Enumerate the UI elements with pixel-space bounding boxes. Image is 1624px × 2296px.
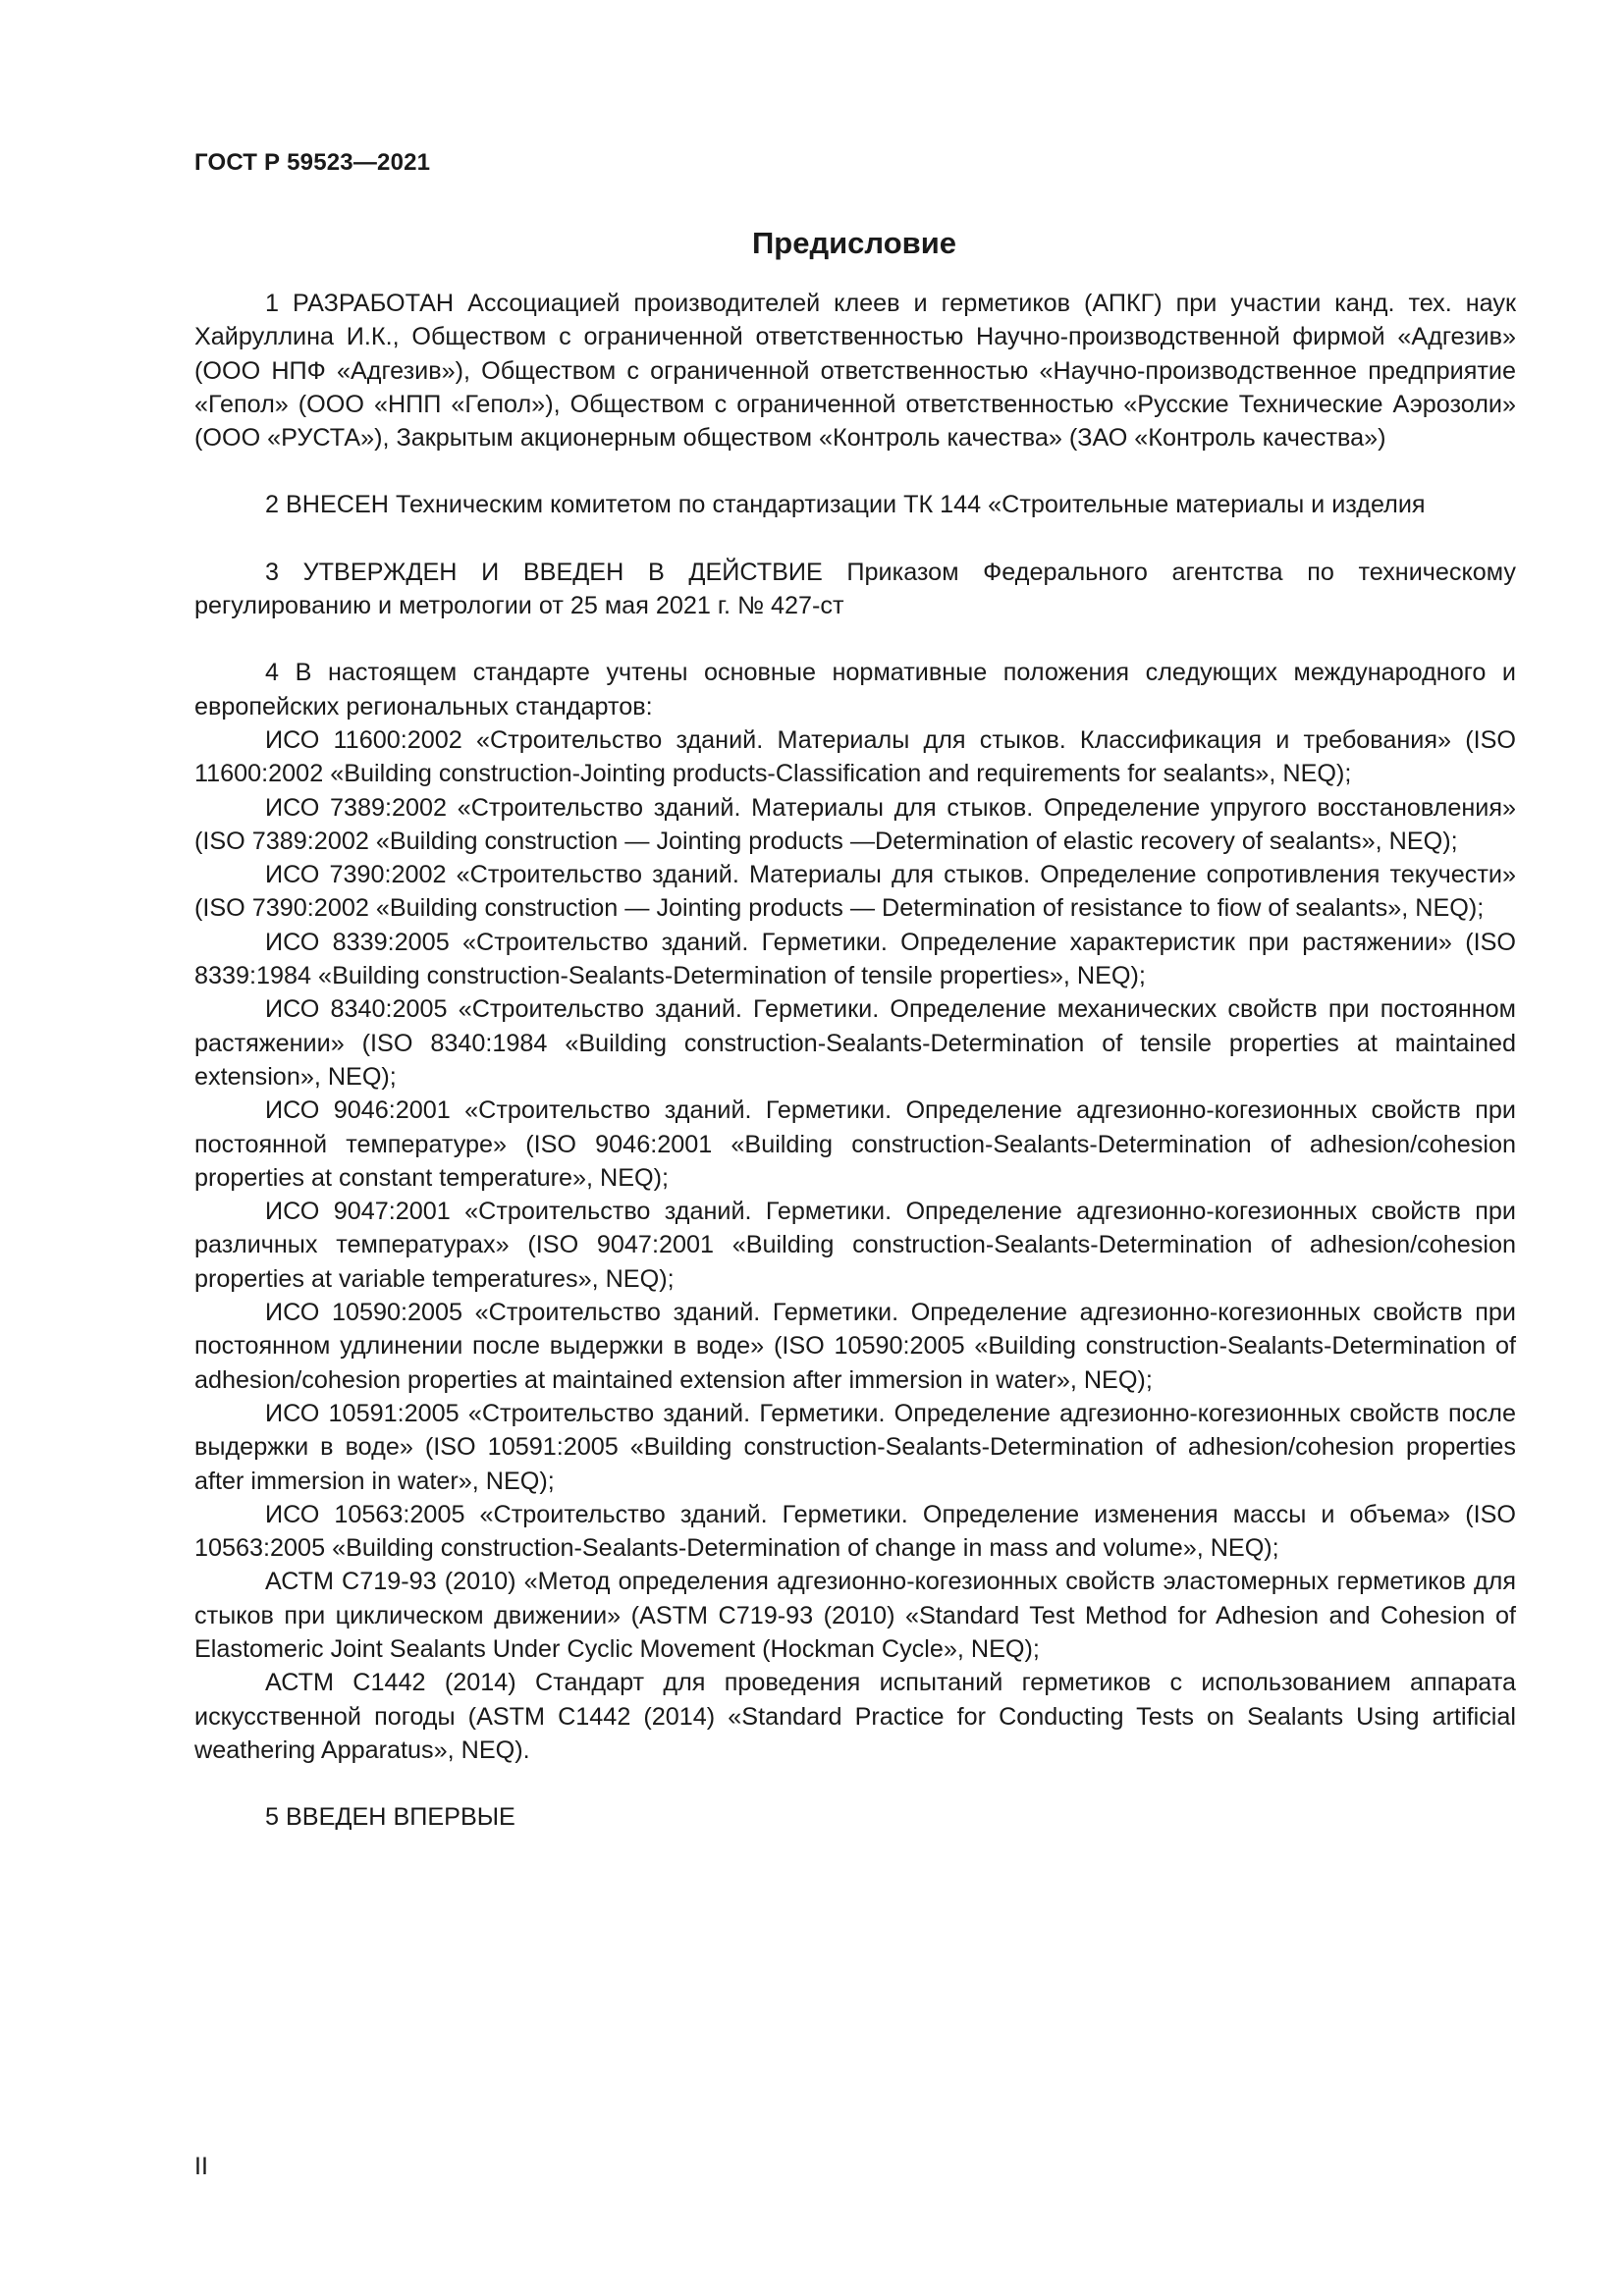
standard-reference: ИСО 10591:2005 «Строительство зданий. Герметики. Определение адгезионно-когезионных свойств после выдержки в воде» (ISO 10591:2005 «Building construction-Sealants-Determination of adhesion/cohesion properties after immersion in water», NEQ); — [194, 1399, 1516, 1495]
preface-item-4-intro: 4 В настоящем стандарте учтены основные нормативные положения следующих международного и европейских региональных стандартов: — [194, 659, 1516, 721]
preface-item-5: 5 ВВЕДЕН ВПЕРВЫЕ — [265, 1803, 515, 1832]
preface-item-4 — [194, 656, 1516, 1767]
page-number: II — [194, 2153, 208, 2180]
document-code-header: ГОСТ Р 59523—2021 — [194, 149, 431, 176]
standard-reference: АСТМ С1442 (2014) Стандарт для проведения испытаний герметиков с использованием аппарата искусственной погоды (ASTM C1442 (2014) «Standard Practice for Conducting Tests on Sealants Using artificial weathering Apparatus», NEQ). — [194, 1669, 1516, 1764]
standard-reference: ИСО 10590:2005 «Строительство зданий. Герметики. Определение адгезионно-когезионных свойств при постоянном удлинении после выдержки в воде» (ISO 10590:2005 «Building construction-Sealants-Determination of adhesion/cohesion properties at maintained extension after immersion in water», NEQ); — [194, 1299, 1516, 1394]
preface-body — [194, 287, 1516, 1834]
preface-item-2: 2 ВНЕСЕН Техническим комитетом по стандартизации ТК 144 «Строительные материалы и изделия — [265, 491, 1426, 519]
standard-reference: ИСО 10563:2005 «Строительство зданий. Герметики. Определение изменения массы и объема» (ISO 10563:2005 «Building construction-Sealants-Determination of change in mass and volume», NEQ); — [194, 1500, 1516, 1563]
standard-reference: ИСО 9046:2001 «Строительство зданий. Герметики. Определение адгезионно-когезионных свойств при постоянной температуре» (ISO 9046:2001 «Building construction-Sealants-Determination of adhesion/cohesion properties at constant temperature», NEQ); — [194, 1096, 1516, 1192]
standard-reference: ИСО 8340:2005 «Строительство зданий. Герметики. Определение механических свойств при постоянном растяжении» (ISO 8340:1984 «Building construction-Sealants-Determination of tensile properties at maintained extension», NEQ); — [194, 995, 1516, 1091]
standard-reference: ИСО 7389:2002 «Строительство зданий. Материалы для стыков. Определение упругого восстановления» (ISO 7389:2002 «Building construction — Jointing products —Determination of elastic recovery of sealants», NEQ); — [194, 793, 1516, 855]
standard-reference: АСТМ С719-93 (2010) «Метод определения адгезионно-когезионных свойств эластомерных герметиков для стыков при циклическом движении» (ASTM C719-93 (2010) «Standard Test Method for Adhesion and Cohesion of Elastomeric Joint Sealants Under Cyclic Movement (Hockman Cycle», NEQ); — [194, 1568, 1516, 1663]
standard-reference: ИСО 9047:2001 «Строительство зданий. Герметики. Определение адгезионно-когезионных свойств при различных температурах» (ISO 9047:2001 «Building construction-Sealants-Determination of adhesion/cohesion properties at variable temperatures», NEQ); — [194, 1198, 1516, 1293]
standard-reference: ИСО 11600:2002 «Строительство зданий. Материалы для стыков. Классификация и требования» (ISO 11600:2002 «Building construction-Jointing products-Classification and requirements for sealants», NEQ); — [194, 725, 1516, 788]
page-title: Предисловие — [751, 226, 956, 260]
preface-item-1: 1 РАЗРАБОТАН Ассоциацией производителей клеев и герметиков (АПКГ) при участии канд. тех. наук Хайруллина И.К., Обществом с ограниченной ответственностью Научно-производственной фирмой «Адгезив» (ООО НПФ «Адгезив»), Обществом с ограниченной ответственностью «Научно-производственное предприятие «Гепол» (ООО «НПП «Гепол»), Обществом с ограниченной ответственностью «Русские Технические Аэрозоли» (ООО «РУСТА»), Закрытым акционерным обществом «Контроль качества» (ЗАО «Контроль качества») — [194, 290, 1516, 453]
standard-reference: ИСО 7390:2002 «Строительство зданий. Материалы для стыков. Определение сопротивления текучести» (ISO 7390:2002 «Building construction — Jointing products — Determination of resistance to fiow of sealants», NEQ); — [194, 861, 1516, 923]
preface-item-3: 3 УТВЕРЖДЕН И ВВЕДЕН В ДЕЙСТВИЕ Приказом Федерального агентства по техническому регулированию и метрологии от 25 мая 2021 г. № 427-ст — [194, 558, 1516, 620]
standard-reference: ИСО 8339:2005 «Строительство зданий. Герметики. Определение характеристик при растяжении» (ISO 8339:1984 «Building construction-Sealants-Determination of tensile properties», NEQ); — [194, 928, 1516, 990]
